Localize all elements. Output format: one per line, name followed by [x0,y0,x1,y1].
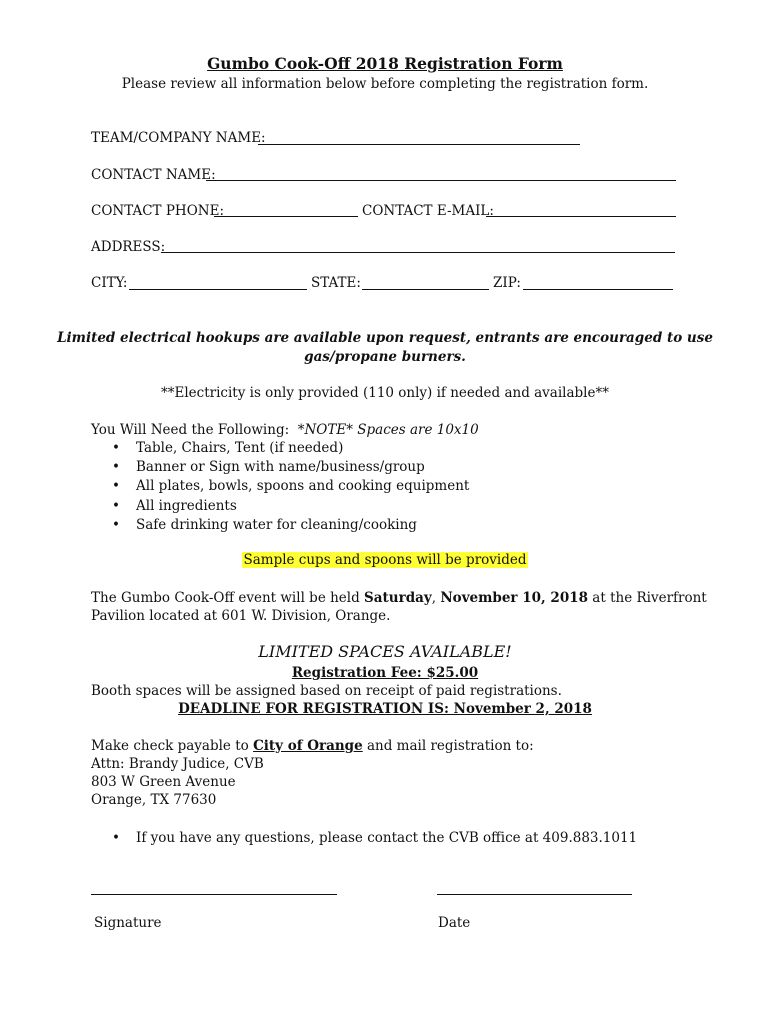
contact-name-field[interactable] [206,180,676,181]
team-company-name-label: TEAM/COMPANY NAME: [91,130,266,146]
event-line1 [91,589,707,607]
limited-spaces-heading: LIMITED SPACES AVAILABLE! [258,642,512,661]
state-field[interactable] [362,289,489,290]
registration-fee: Registration Fee: $25.00 [291,665,479,681]
registration-deadline: DEADLINE FOR REGISTRATION IS: November 2, 2018 [178,701,592,717]
event-comma: , [431,590,441,606]
event-text-1: The Gumbo Cook-Off event will be held [91,590,365,606]
form-title: Gumbo Cook-Off 2018 Registration Form [207,54,563,73]
list-item: • All ingredients [112,497,469,516]
payment-pre: Make check payable to [91,738,254,754]
provided-notice: Sample cups and spoons will be provided [243,552,527,568]
mail-city: Orange, TX 77630 [91,792,217,808]
event-date: November 10, 2018 [440,590,589,606]
needs-heading-row [91,421,479,439]
needs-heading: You Will Need the Following: [91,422,290,438]
electric-notice-line2: gas/propane burners. [304,349,466,365]
city-label: CITY: [91,275,128,291]
date-label: Date [438,915,471,931]
event-line2: Pavilion located at 601 W. Division, Orange. [91,608,391,624]
contact-phone-label: CONTACT PHONE: [91,203,224,219]
payment-instructions [91,737,534,755]
space-size-note: *NOTE* Spaces are 10x10 [297,422,479,438]
needs-list [112,439,469,535]
address-field[interactable] [161,252,675,253]
contact-email-field[interactable] [486,216,676,217]
city-field[interactable] [129,289,307,290]
mail-street: 803 W Green Avenue [91,774,236,790]
event-text-2: at the Riverfront [588,590,707,606]
form-subtitle: Please review all information below before completing the registration form. [121,76,649,92]
signature-field[interactable] [91,894,337,895]
date-field[interactable] [437,894,632,895]
contact-list [112,829,637,848]
state-label: STATE: [311,275,361,291]
payee-name: City of Orange [253,738,363,754]
address-label: ADDRESS: [91,239,166,255]
contact-phone-field[interactable] [214,216,358,217]
contact-name-label: CONTACT NAME: [91,167,216,183]
payment-post: and mail registration to: [362,738,534,754]
signature-label: Signature [94,915,162,931]
list-item: • Table, Chairs, Tent (if needed) [112,439,469,458]
zip-field[interactable] [523,289,673,290]
contact-questions: • If you have any questions, please contact the CVB office at 409.883.1011 [112,829,637,848]
electric-notice-line1: Limited electrical hookups are available upon request, entrants are encouraged to use [57,330,713,346]
event-day: Saturday [364,590,432,606]
team-company-name-field[interactable] [258,144,580,145]
provided-notice-row [0,551,770,569]
booth-assignment-note: Booth spaces will be assigned based on receipt of paid registrations. [91,683,562,699]
list-item: • Safe drinking water for cleaning/cooking [112,516,469,535]
zip-label: ZIP: [493,275,521,291]
mail-attn: Attn: Brandy Judice, CVB [91,756,264,772]
contact-email-label: CONTACT E-MAIL: [362,203,494,219]
list-item: • Banner or Sign with name/business/group [112,458,469,477]
electricity-note: **Electricity is only provided (110 only) if needed and available** [161,385,609,401]
list-item: • All plates, bowls, spoons and cooking equipment [112,477,469,496]
